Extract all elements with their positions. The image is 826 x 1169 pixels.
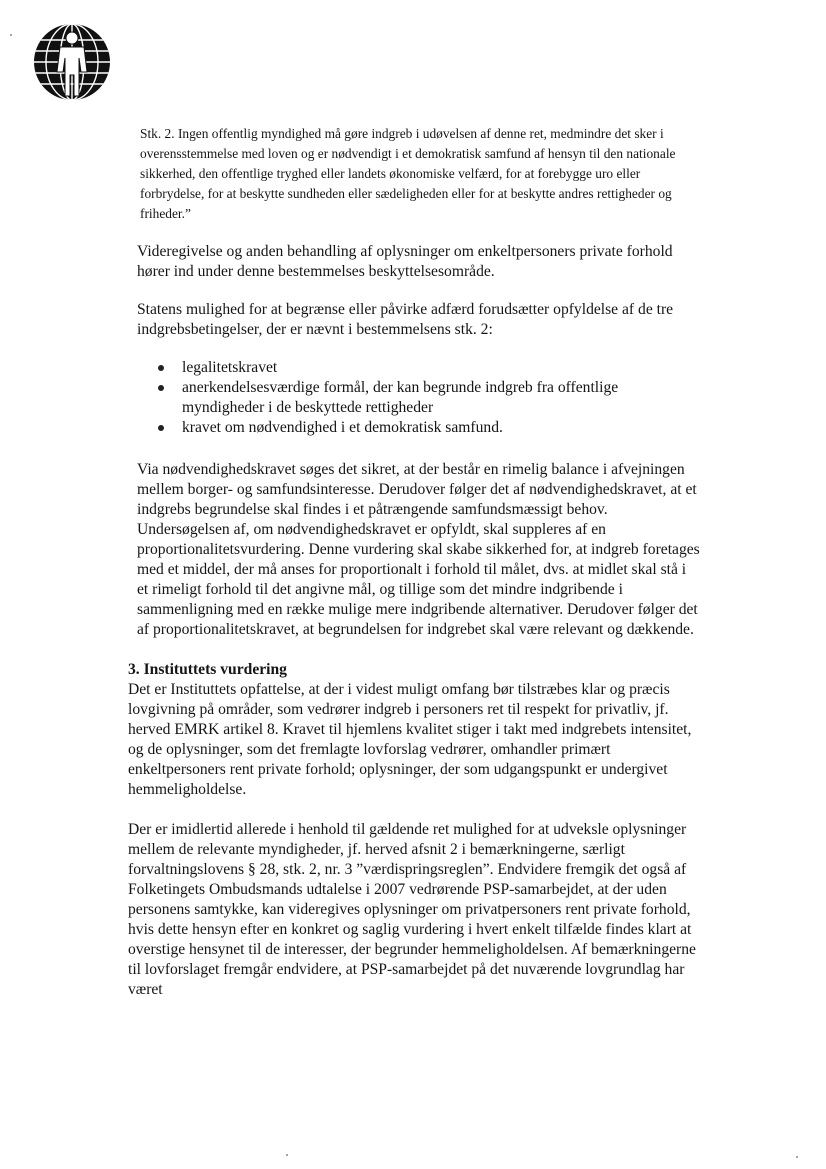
person-globe-logo-icon [30, 20, 114, 104]
scan-speck [286, 1154, 288, 1156]
letter-body [128, 124, 700, 1000]
list-item: kravet om nødvendighed i et demokratisk samfund. [158, 418, 700, 438]
list-item: legalitetskravet [158, 358, 700, 378]
bullet-list-conditions [128, 358, 700, 438]
quoted-article-stk2: Stk. 2. Ingen offentlig myndighed må gøre indgreb i udøvelsen af denne ret, medmindre det sker i overensstemmelse med loven og er nødvendigt i et demokratisk samfund af hensyn til den nationale sikkerhed, den offentlige tryghed eller landets økonomiske velfærd, for at forebygge uro eller forbrydelse, for at beskytte sundheden eller sædeligheden eller for at beskytte andres rettigheder og friheder.” [140, 126, 676, 221]
paragraph-gaeldende-ret: Der er imidlertid allerede i henhold til gældende ret mulighed for at udveksle oplysninger mellem de relevante myndigheder, jf. herved afsnit 2 i bemærkningerne, særligt forvaltningslovens § 28, stk. 2, nr. 3 ”værdispringsreglen”. Endvidere fremgik det også af Folketingets Ombudsmands udtalelse i 2007 vedrørende PSP-samarbejdet, at der uden personens samtykke, kan videregives oplysninger om privatpersoners rent private forhold, hvis dette hensyn efter en konkret og saglig vurdering i hvert enkelt tilfælde findes klart at overstige hensynet til de interesser, der begrunder hemmeligholdelsen. Af bemærkningerne til lovforslaget fremgår endvidere, at PSP-samarbejdet på det nuværende lovgrundlag har været [128, 821, 696, 998]
paragraph-noedvendighedskravet: Via nødvendighedskravet søges det sikret, at der består en rimelig balance i afvejningen mellem borger- og samfundsinteresse. Derudover følger det af nødvendighedskravet, at et indgrebs begrundelse skal findes i et påtrængende samfundsmæssigt behov. Undersøgelsen af, om nødvendighedskravet er opfyldt, skal suppleres af en proportionalitetsvurdering. Denne vurdering skal skabe sikkerhed for, at indgreb foretages med et middel, der må anses for proportionalt i forhold til målet, dvs. at midlet skal stå i et rimeligt forhold til det angivne mål, og tillige som det mindre indgribende i sammenligning med en række mulige mere indgribende alternativer. Derudover følger det af proportionalitetskravet, at begrundelsen for indgrebet skal være relevant og dækkende. [137, 461, 700, 638]
paragraph-videregivelse: Videregivelse og anden behandling af oplysninger om enkeltpersoners private forhold hører ind under denne bestemmelses beskyttelsesområde. [137, 243, 673, 280]
scan-speck [796, 1156, 798, 1158]
list-item: anerkendelsesværdige formål, der kan begrunde indgreb fra offentlige myndigheder i de beskyttede rettigheder [158, 378, 700, 418]
scan-speck [10, 34, 12, 36]
section-heading: 3. Instituttets vurdering [128, 661, 287, 678]
paragraph-instituttets-opfattelse: Det er Instituttets opfattelse, at der i videst muligt omfang bør tilstræbes klar og præcis lovgivning på områder, som vedrører indgreb i personers ret til respekt for privatliv, jf. herved EMRK artikel 8. Kravet til hjemlens kvalitet stiger i takt med indgrebets intensitet, og de oplysninger, som det fremlagte lovforslag vedrører, omhandler primært enkeltpersoners rent private forhold; oplysninger, der som udgangspunkt er undergivet hemmeligholdelse. [128, 681, 692, 798]
paragraph-indgrebsbetingelser: Statens mulighed for at begrænse eller påvirke adfærd forudsætter opfyldelse af de tre indgrebsbetingelser, der er nævnt i bestemmelsens stk. 2: [137, 301, 674, 338]
